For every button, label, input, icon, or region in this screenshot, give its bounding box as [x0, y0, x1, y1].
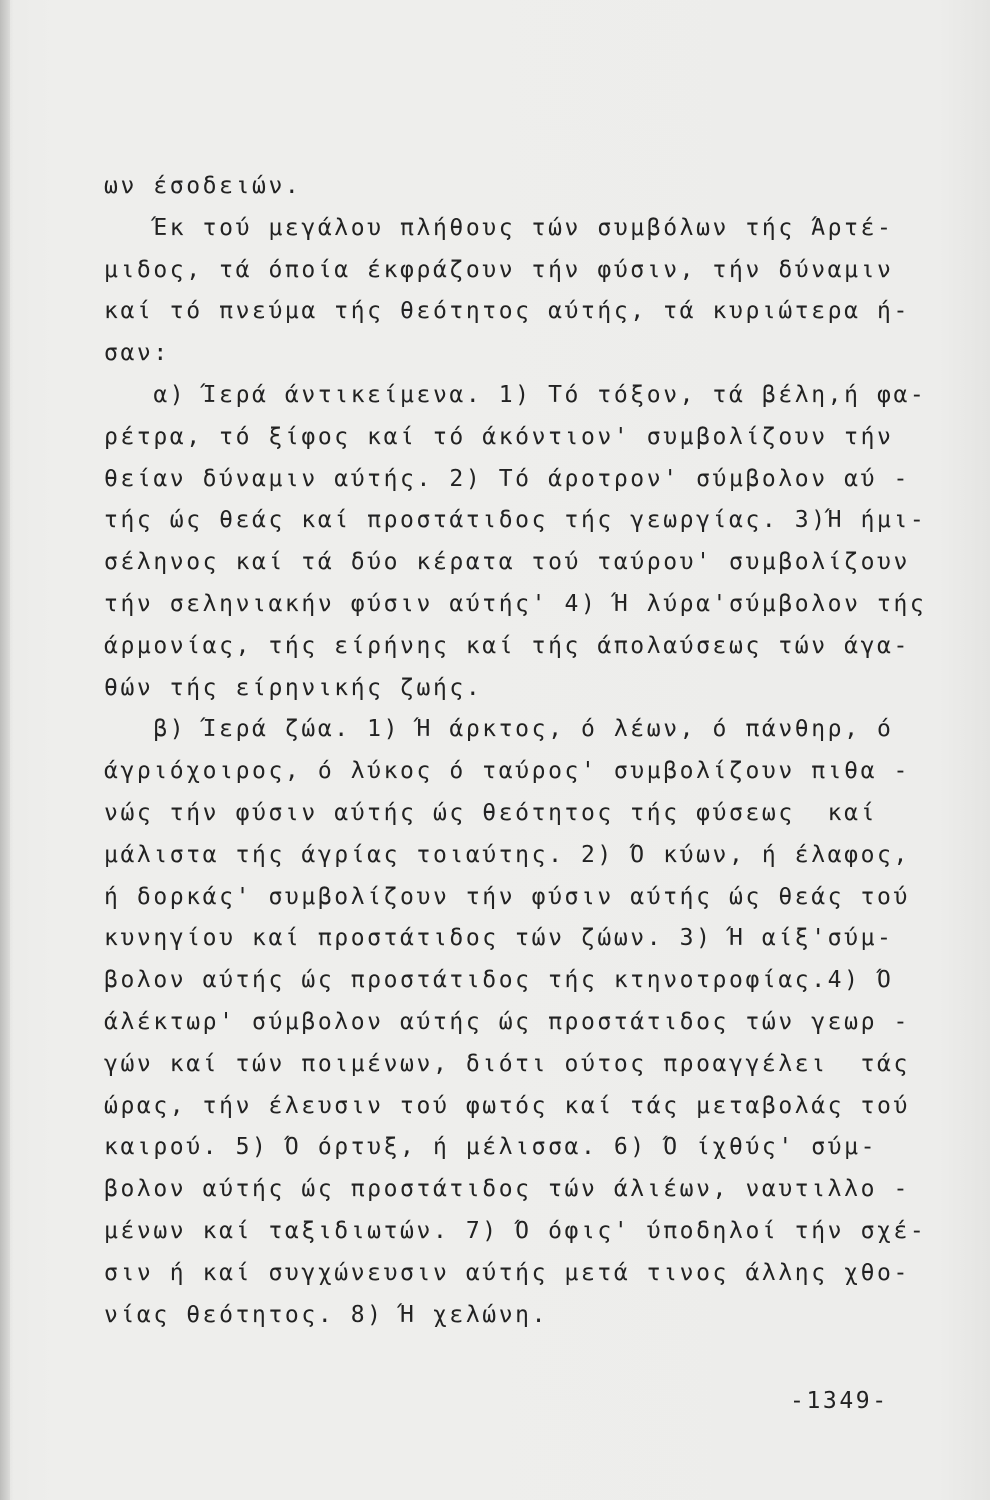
- text-line: σαν:: [104, 340, 170, 367]
- text-line: νίας θεότητος. 8) Ή χελώνη.: [104, 1301, 549, 1328]
- text-line: α) Ίερά άντικείμενα. 1) Τό τόξον, τά βέλη,ή φα-: [104, 381, 927, 408]
- text-line: καιρού. 5) Ό όρτυξ, ή μέλισσα. 6) Ό ίχθύς' σύμ-: [104, 1134, 878, 1161]
- text-line: τής ώς θεάς καί προστάτιδος τής γεωργίας. 3)Ή ήμι-: [104, 507, 927, 534]
- text-line: θείαν δύναμιν αύτής. 2) Τό άροτρον' σύμβολον αύ -: [104, 465, 910, 492]
- text-line: νώς τήν φύσιν αύτής ώς θεότητος τής φύσεως καί: [104, 799, 878, 826]
- text-line: μάλιστα τής άγρίας τοιαύτης. 2) Ό κύων, ή έλαφος,: [104, 841, 910, 868]
- text-line: βολον αύτής ώς προστάτιδος τών άλιέων, ναυτιλλο -: [104, 1176, 910, 1203]
- text-line: καί τό πνεύμα τής θεότητος αύτής, τά κυριώτερα ή-: [104, 298, 910, 325]
- body-text: [104, 166, 934, 1336]
- text-line: μένων καί ταξιδιωτών. 7) Ό όφις' ύποδηλοί τήν σχέ-: [104, 1217, 927, 1244]
- text-line: σιν ή καί συγχώνευσιν αύτής μετά τινος άλλης χθο-: [104, 1259, 910, 1286]
- text-line: ή δορκάς' συμβολίζουν τήν φύσιν αύτής ώς θεάς τού: [104, 883, 910, 910]
- text-line: κυνηγίου καί προστάτιδος τών ζώων. 3) Ή αίξ'σύμ-: [104, 925, 894, 952]
- page-number: -1349-: [790, 1388, 889, 1414]
- text-line: βολον αύτής ώς προστάτιδος τής κτηνοτροφίας.4) Ό: [104, 967, 894, 994]
- text-line: τήν σεληνιακήν φύσιν αύτής' 4) Ή λύρα'σύμβολον τής: [104, 590, 927, 617]
- text-line: άγριόχοιρος, ό λύκος ό ταύρος' συμβολίζουν πιθα -: [104, 758, 910, 785]
- text-line: γών καί τών ποιμένων, διότι ούτος προαγγέλει τάς: [104, 1050, 910, 1077]
- text-line: β) Ίερά ζώα. 1) Ή άρκτος, ό λέων, ό πάνθηρ, ό: [104, 716, 894, 743]
- text-line: θών τής είρηνικής ζωής.: [104, 674, 483, 701]
- text-line: μιδος, τά όποία έκφράζουν τήν φύσιν, τήν δύναμιν: [104, 256, 894, 283]
- text-line: σέληνος καί τά δύο κέρατα τού ταύρου' συμβολίζουν: [104, 549, 910, 576]
- text-line: άρμονίας, τής είρήνης καί τής άπολαύσεως τών άγα-: [104, 632, 910, 659]
- text-line: Έκ τού μεγάλου πλήθους τών συμβόλων τής Άρτέ-: [104, 214, 894, 241]
- text-line: ώρας, τήν έλευσιν τού φωτός καί τάς μεταβολάς τού: [104, 1092, 910, 1119]
- text-line: άλέκτωρ' σύμβολον αύτής ώς προστάτιδος τών γεωρ -: [104, 1008, 910, 1035]
- text-line: ων έσοδειών.: [104, 173, 302, 199]
- text-line: ρέτρα, τό ξίφος καί τό άκόντιον' συμβολίζουν τήν: [104, 423, 894, 450]
- binding-edge: [0, 0, 10, 1500]
